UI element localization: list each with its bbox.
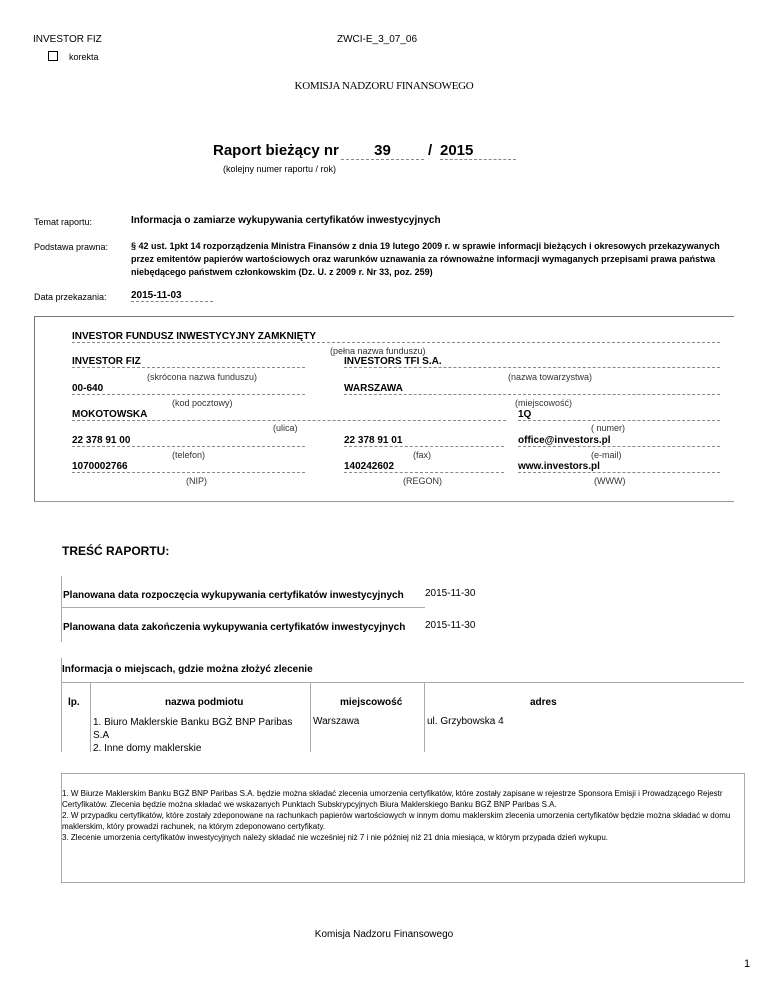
phone-caption: (telefon) xyxy=(172,450,206,460)
form-code: ZWCI-E_3_07_06 xyxy=(337,34,418,45)
row-entity-name: 1. Biuro Maklerskie Banku BGŻ BNP Paribas S.A 2. Inne domy maklerskie xyxy=(93,717,293,754)
start-date-label: Planowana data rozpoczęcia wykupywania certyfikatów inwestycyjnych xyxy=(63,590,404,601)
website[interactable]: www.investors.pl xyxy=(518,461,720,473)
legal-basis-label: Podstawa prawna: xyxy=(34,242,109,252)
report-separator: / xyxy=(428,142,433,159)
place-title-rule xyxy=(61,682,744,683)
legal-basis-value: § 42 ust. 1pkt 14 rozporządzenia Ministra Finansów z dnia 19 lutego 2009 r. w sprawie informacji bieżących i okresowych przekazywanych przez emitentów papierów wartościowych oraz warunków uznawania za równoważne informacji wymaganych przepisami prawa państwa niebędącego państwem członkowskim (Dz. U. z 2009 r. Nr 33, poz. 259) xyxy=(131,241,720,277)
report-title: Raport bieżący nr xyxy=(213,142,339,159)
street-number-caption: ( numer) xyxy=(591,423,626,433)
content-section-title: TREŚĆ RAPORTU: xyxy=(62,544,170,558)
subject-label: Temat raportu: xyxy=(34,217,93,227)
date-label: Data przekazania: xyxy=(34,292,107,302)
company-name: INVESTORS TFI S.A. xyxy=(344,356,720,368)
date-value: 2015-11-03 xyxy=(131,290,213,302)
notes-text: 1. W Biurze Maklerskim Banku BGŻ BNP Paribas S.A. będzie można składać zlecenia umorzenia certyfikatów, które zostały zapisane w rejestrze Sponsora Emisji i Prowadzącego Rejestr Certyfikatów. Zlecenia będzie można składać we wskazanych Punktach Subskrypcyjnych Biura Maklerskiego Banku BGŻ BNP Paribas S.A. 2. W przypadku certyfikatów, które zostały zdeponowane na rachunkach papierów wartościowych w innym domu maklerskim zlecenia umorzenia certyfikatów będzie można składać w domu maklerskim, który prowadzi rachunek, na którym zdeponowano certyfikaty. 3. Zlecenie umorzenia certyfikatów inwestycyjnych należy składać nie wcześniej niż 7 i nie później niż 21 dnia miesiąca, w którym przypada dzień wykupu. xyxy=(62,789,731,842)
header-city: miejscowość xyxy=(340,697,403,708)
row-city: Warszawa xyxy=(313,716,360,727)
street: MOKOTOWSKA xyxy=(72,409,506,421)
fund-full-name-caption: (pełna nazwa funduszu) xyxy=(330,346,426,356)
street-number: 1Q xyxy=(518,409,720,421)
start-date-value: 2015-11-30 xyxy=(425,588,476,599)
dates-left-rule xyxy=(61,576,62,642)
city: WARSZAWA xyxy=(344,383,720,395)
col-rule-3 xyxy=(424,682,425,752)
report-number: 39 xyxy=(341,142,424,160)
website-caption: (WWW) xyxy=(594,476,626,486)
fund-short-name: INVESTOR FIZ xyxy=(72,356,305,368)
nip: 1070002766 xyxy=(72,461,305,473)
end-date-label: Planowana data zakończenia wykupywania certyfikatów inwestycyjnych xyxy=(63,622,406,633)
issuer-bottom-rule xyxy=(34,501,734,502)
col-rule-1 xyxy=(90,682,91,752)
fax-caption: (fax) xyxy=(413,450,431,460)
dates-separator xyxy=(61,607,425,608)
issuer-left-rule xyxy=(34,316,35,501)
postal-code: 00-640 xyxy=(72,383,305,395)
nip-caption: (NIP) xyxy=(186,476,207,486)
end-date-value: 2015-11-30 xyxy=(425,620,476,631)
company-name-caption: (nazwa towarzystwa) xyxy=(508,372,593,382)
place-title: Informacja o miejscach, gdzie można złożyć zlecenie xyxy=(62,664,313,675)
subject-value: Informacja o zamiarze wykupywania certyfikatów inwestycyjnych xyxy=(131,215,441,226)
email[interactable]: office@investors.pl xyxy=(518,435,720,447)
postal-code-caption: (kod pocztowy) xyxy=(172,398,233,408)
correction-checkbox[interactable] xyxy=(48,51,58,61)
header-address: adres xyxy=(530,697,557,708)
regon: 140242602 xyxy=(344,461,504,473)
city-caption: (miejscowość) xyxy=(515,398,573,408)
fax: 22 378 91 01 xyxy=(344,435,504,447)
regon-caption: (REGON) xyxy=(403,476,442,486)
street-caption: (ulica) xyxy=(273,423,298,433)
phone: 22 378 91 00 xyxy=(72,435,305,447)
report-year: 2015 xyxy=(440,142,516,160)
issuer-top-rule xyxy=(34,316,734,317)
company-short-header: INVESTOR FIZ xyxy=(33,34,102,45)
authority-heading: KOMISJA NADZORU FINANSOWEGO xyxy=(294,80,474,92)
email-caption: (e-mail) xyxy=(591,450,622,460)
header-entity-name: nazwa podmiotu xyxy=(165,697,244,708)
report-subtitle: (kolejny numer raportu / rok) xyxy=(223,164,337,174)
row-address: ul. Grzybowska 4 xyxy=(427,716,504,727)
correction-label: korekta xyxy=(69,52,99,62)
footer-authority: Komisja Nadzoru Finansowego xyxy=(314,929,454,940)
fund-full-name: INVESTOR FUNDUSZ INWESTYCYJNY ZAMKNIĘTY xyxy=(72,331,720,343)
page-number: 1 xyxy=(744,958,751,970)
fund-short-name-caption: (skrócona nazwa funduszu) xyxy=(147,372,258,382)
col-rule-2 xyxy=(310,682,311,752)
header-lp: lp. xyxy=(68,697,80,708)
